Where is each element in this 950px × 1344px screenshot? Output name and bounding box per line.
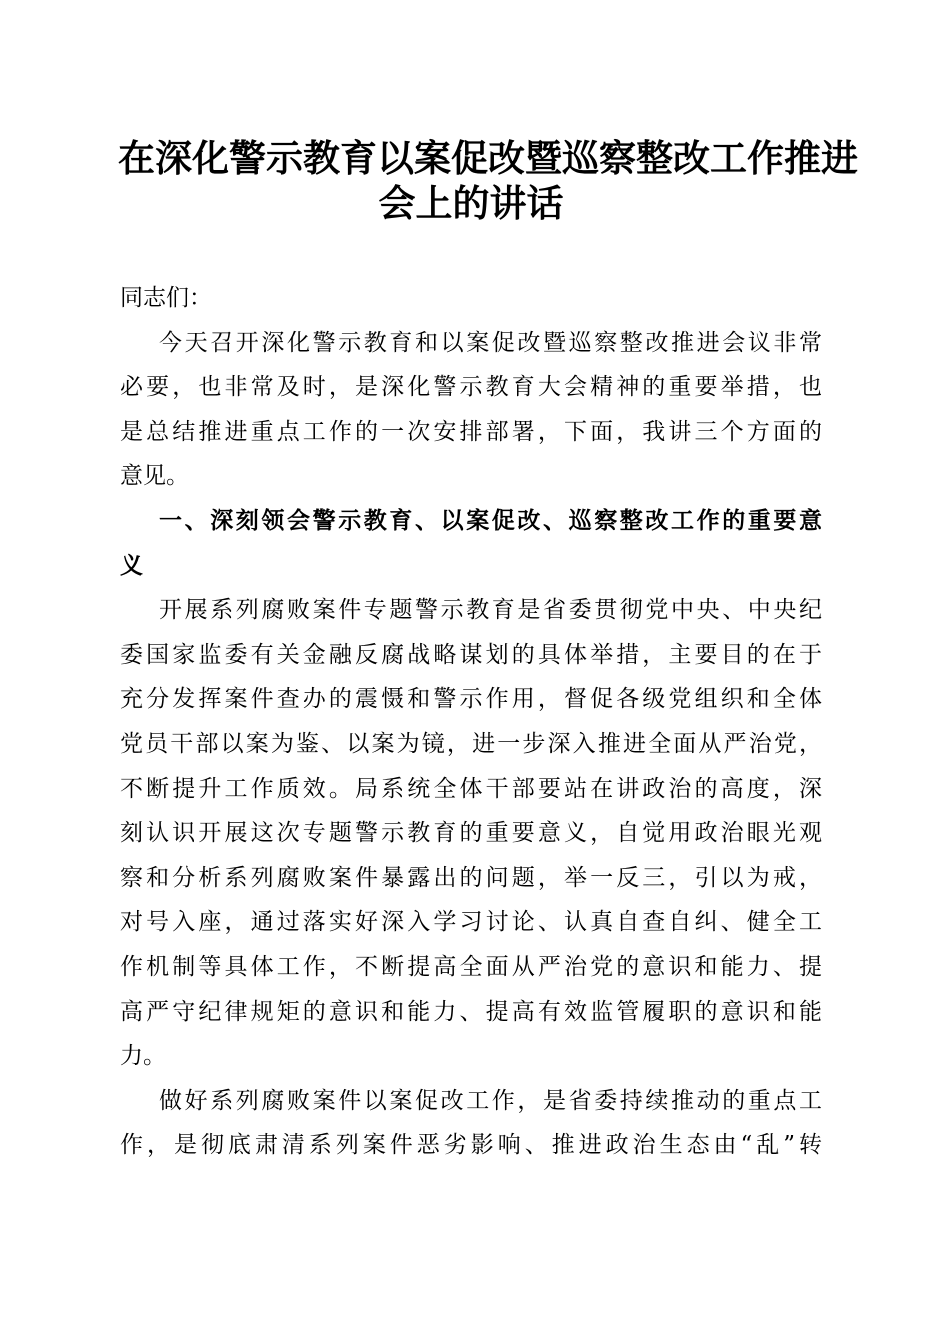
text-line: 开展系列腐败案件专题警示教育是省委贯彻党中央、中央纪 [159,597,822,624]
section-heading [120,499,822,588]
title-line-1: 在深化警示教育以案促改暨巡察整改工作推进 [118,136,858,180]
text-line: 是总结推进重点工作的一次安排部署，下面，我讲三个方面的 [120,418,822,445]
text-line: 做好系列腐败案件以案促改工作，是省委持续推动的重点工 [159,1087,822,1114]
text-line: 力。 [120,1043,166,1070]
text-line: 义 [120,552,143,579]
salutation: 同志们： [120,285,212,311]
text-line: 察和分析系列腐败案件暴露出的问题，举一反三，引以为戒， [120,864,822,891]
text-line: 今天召开深化警示教育和以案促改暨巡察整改推进会议非常 [159,329,822,356]
text-line: 对号入座，通过落实好深入学习讨论、认真自查自纠、健全工 [120,909,822,936]
text-line: 刻认识开展这次专题警示教育的重要意义，自觉用政治眼光观 [120,820,822,847]
document-body [120,276,822,1168]
document-title [118,136,858,226]
paragraph [120,588,822,1079]
text-line: 党员干部以案为鉴、以案为镜，进一步深入推进全面从严治党， [120,730,822,757]
text-line: 高严守纪律规矩的意识和能力、提高有效监管履职的意识和能 [120,998,822,1025]
paragraph [120,321,822,499]
text-line: 必要，也非常及时，是深化警示教育大会精神的重要举措，也 [120,374,822,401]
text-line: 作，是彻底肃清系列案件恶劣影响、推进政治生态由“乱”转 [120,1132,822,1159]
paragraph [120,1079,822,1168]
text-line: 意见。 [120,463,189,490]
text-line: 一、深刻领会警示教育、以案促改、巡察整改工作的重要意 [159,507,822,534]
text-line: 充分发挥案件查办的震慑和警示作用，督促各级党组织和全体 [120,686,822,713]
text-line: 不断提升工作质效。局系统全体干部要站在讲政治的高度，深 [120,775,822,802]
title-line-2: 会上的讲话 [378,181,564,225]
text-line: 委国家监委有关金融反腐战略谋划的具体举措，主要目的在于 [120,641,822,668]
text-line: 作机制等具体工作，不断提高全面从严治党的意识和能力、提 [120,953,822,980]
